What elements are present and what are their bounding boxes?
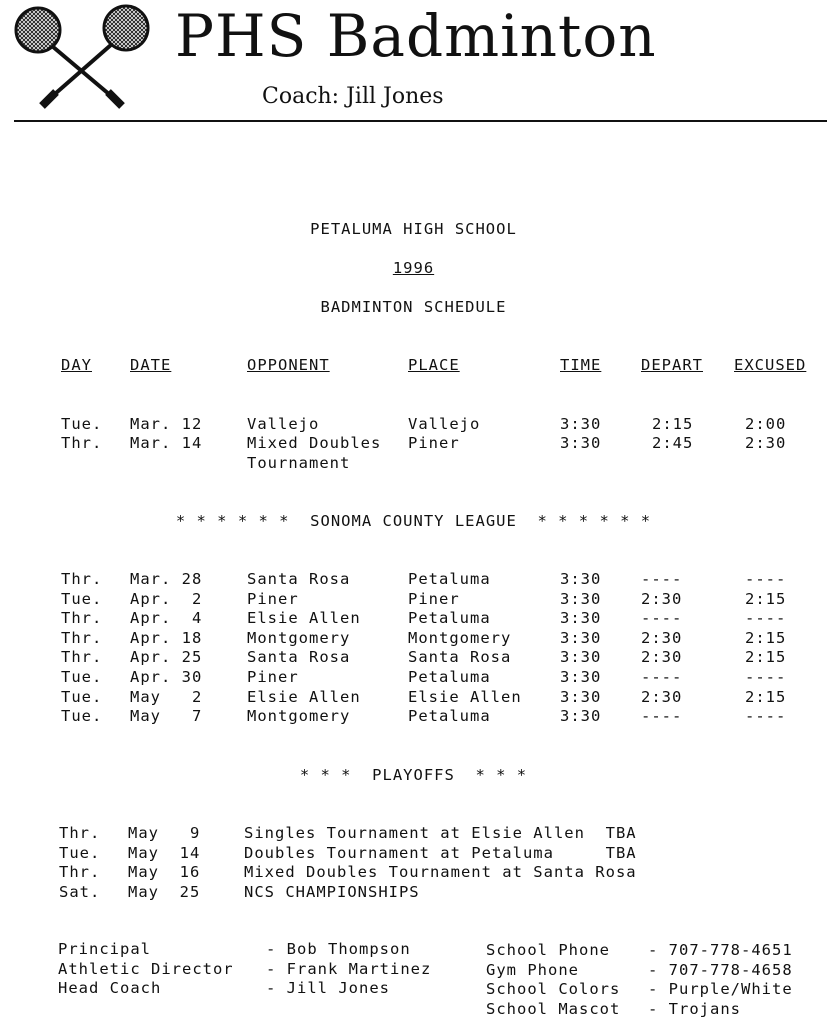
cell-date: May 2 <box>130 687 203 706</box>
cell-excused: ---- <box>745 570 787 588</box>
info-label: Gym Phone <box>486 960 579 979</box>
staff-role: Head Coach <box>58 979 162 998</box>
cell-date: May 7 <box>130 707 203 726</box>
staff-role: Principal <box>58 940 151 958</box>
cell-day: Tue. <box>61 707 103 726</box>
cell-date: May 25 <box>128 882 201 901</box>
cell-excused: ---- <box>745 609 787 628</box>
cell-depart: ---- <box>641 570 683 588</box>
cell-day: Thr. <box>59 863 101 882</box>
cell-opponent: Santa Rosa <box>247 570 351 588</box>
cell-date: May 9 <box>128 824 201 842</box>
playoff-row <box>0 863 827 883</box>
cell-excused: 2:15 <box>745 628 787 647</box>
info-row <box>0 980 827 1000</box>
cell-depart: ---- <box>641 609 683 628</box>
cell-date: May 14 <box>128 843 201 862</box>
playoffs-banner: * * * PLAYOFFS * * * <box>299 766 528 784</box>
cell-opponent: Montgomery <box>247 707 351 726</box>
cell-opponent: Mixed Doubles <box>247 434 382 452</box>
cell-day: Tue. <box>61 687 103 706</box>
cell-time: 3:30 <box>560 648 602 667</box>
cell-day: Tue. <box>61 668 103 686</box>
cell-day: Thr. <box>61 434 103 452</box>
cell-time: 3:30 <box>560 628 602 647</box>
cell-opponent: Piner <box>247 589 299 608</box>
tournament-note: Tournament <box>247 454 351 472</box>
cell-depart: 2:30 <box>641 628 683 647</box>
col-excused: EXCUSED <box>734 356 807 374</box>
info-row <box>0 961 827 981</box>
table-row <box>0 688 827 708</box>
cell-date: Mar. 12 <box>130 415 203 433</box>
cell-date: May 16 <box>128 863 201 882</box>
year-heading: 1996 <box>392 259 435 277</box>
cell-date: Apr. 4 <box>130 609 203 628</box>
cell-time: 3:30 <box>560 687 602 706</box>
cell-day: Thr. <box>61 628 103 647</box>
crossed-rackets-logo <box>12 4 152 110</box>
cell-depart: 2:15 <box>652 415 694 433</box>
cell-day: Thr. <box>61 570 103 588</box>
cell-place: Petaluma <box>408 707 491 726</box>
cell-date: Apr. 30 <box>130 668 203 686</box>
cell-excused: 2:30 <box>745 434 787 452</box>
cell-time: 3:30 <box>560 668 602 686</box>
cell-opponent: Elsie Allen <box>247 687 361 706</box>
table-row <box>0 609 827 629</box>
col-date: DATE <box>130 356 172 374</box>
info-value: - Trojans <box>648 999 741 1018</box>
table-row <box>0 648 827 668</box>
cell-day: Tue. <box>59 843 101 862</box>
cell-place: Piner <box>408 434 460 452</box>
cell-time: 3:30 <box>560 609 602 628</box>
cell-excused: 2:00 <box>745 415 787 433</box>
cell-place: Piner <box>408 589 460 608</box>
cell-excused: 2:15 <box>745 648 787 667</box>
cell-depart: ---- <box>641 668 683 686</box>
cell-place: Petaluma <box>408 570 491 588</box>
cell-day: Tue. <box>61 415 103 433</box>
cell-excused: 2:15 <box>745 687 787 706</box>
coach-line: Coach: Jill Jones <box>262 84 444 109</box>
col-opponent: OPPONENT <box>247 356 330 374</box>
col-time: TIME <box>560 356 602 374</box>
cell-date: Mar. 14 <box>130 434 203 452</box>
cell-opponent: Elsie Allen <box>247 609 361 628</box>
cell-depart: 2:45 <box>652 434 694 452</box>
info-row <box>0 1000 827 1020</box>
header-divider <box>14 120 827 122</box>
info-value: - 707-778-4651 <box>648 941 793 959</box>
cell-depart: 2:30 <box>641 589 683 608</box>
cell-opponent: Piner <box>247 668 299 686</box>
column-headers <box>0 356 827 376</box>
table-row <box>0 434 827 454</box>
cell-time: 3:30 <box>560 570 602 588</box>
cell-opponent: Vallejo <box>247 415 320 433</box>
staff-role: Athletic Director <box>58 959 234 978</box>
staff-name: - Jill Jones <box>266 979 390 998</box>
cell-place: Elsie Allen <box>408 687 522 706</box>
cell-event: Doubles Tournament at Petaluma TBA <box>244 843 637 862</box>
playoff-row <box>0 824 827 844</box>
cell-date: Apr. 2 <box>130 589 203 608</box>
cell-place: Vallejo <box>408 415 481 433</box>
playoff-row <box>0 844 827 864</box>
cell-depart: 2:30 <box>641 687 683 706</box>
info-label: School Colors <box>486 980 621 999</box>
cell-opponent: Santa Rosa <box>247 648 351 667</box>
cell-day: Tue. <box>61 589 103 608</box>
cell-opponent: Montgomery <box>247 628 351 647</box>
info-label: School Mascot <box>486 999 621 1018</box>
cell-time: 3:30 <box>560 707 602 726</box>
info-value: - 707-778-4658 <box>648 960 793 979</box>
info-value: - Purple/White <box>648 980 793 999</box>
schedule-heading: BADMINTON SCHEDULE <box>320 298 507 316</box>
cell-date: Apr. 18 <box>130 628 203 647</box>
cell-date: Mar. 28 <box>130 570 203 588</box>
table-row <box>0 707 827 727</box>
cell-event: Mixed Doubles Tournament at Santa Rosa <box>244 863 637 882</box>
cell-excused: ---- <box>745 707 787 726</box>
col-place: PLACE <box>408 356 460 374</box>
cell-place: Petaluma <box>408 609 491 628</box>
cell-day: Sat. <box>59 882 101 901</box>
cell-day: Thr. <box>61 648 103 667</box>
table-row <box>0 415 827 435</box>
cell-depart: 2:30 <box>641 648 683 667</box>
table-row <box>0 668 827 688</box>
cell-place: Montgomery <box>408 628 512 647</box>
col-day: DAY <box>61 356 92 374</box>
cell-place: Santa Rosa <box>408 648 512 667</box>
cell-time: 3:30 <box>560 415 602 433</box>
cell-place: Petaluma <box>408 668 491 686</box>
cell-time: 3:30 <box>560 434 602 452</box>
cell-event: Singles Tournament at Elsie Allen TBA <box>244 824 637 842</box>
cell-excused: 2:15 <box>745 589 787 608</box>
staff-name: - Bob Thompson <box>266 940 411 958</box>
table-row <box>0 590 827 610</box>
cell-excused: ---- <box>745 668 787 686</box>
league-banner: * * * * * * SONOMA COUNTY LEAGUE * * * * * * <box>175 512 652 530</box>
cell-day: Thr. <box>59 824 101 842</box>
cell-event: NCS CHAMPIONSHIPS <box>244 882 420 901</box>
cell-date: Apr. 25 <box>130 648 203 667</box>
staff-name: - Frank Martinez <box>266 959 432 978</box>
cell-depart: ---- <box>641 707 683 726</box>
col-depart: DEPART <box>641 356 703 374</box>
cell-time: 3:30 <box>560 589 602 608</box>
info-label: School Phone <box>486 941 610 959</box>
page-title: PHS Badminton <box>175 2 657 70</box>
school-heading: PETALUMA HIGH SCHOOL <box>310 220 517 238</box>
table-row <box>0 570 827 590</box>
playoff-row <box>0 883 827 903</box>
cell-day: Thr. <box>61 609 103 628</box>
table-row <box>0 629 827 649</box>
info-row <box>0 941 827 961</box>
